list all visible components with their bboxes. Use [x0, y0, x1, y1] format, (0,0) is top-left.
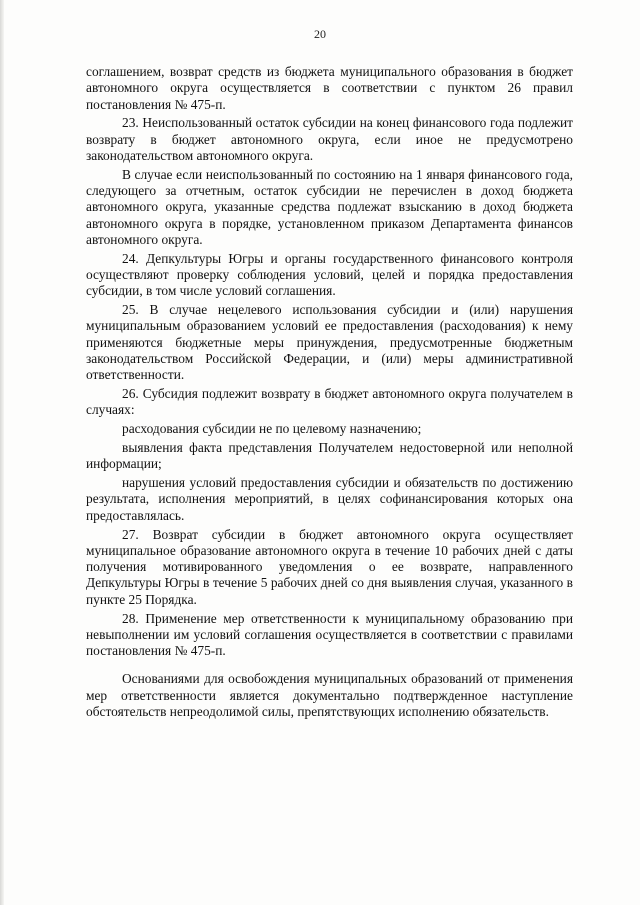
scan-edge-shadow	[0, 0, 4, 905]
paragraph-clause-28: 28. Применение мер ответственности к муниципальному образованию при невыполнении им условий соглашения осуществляется в соответствии с правилами постановления № 475-п.	[86, 610, 573, 659]
paragraph-continuation: соглашением, возврат средств из бюджета муниципального образования в бюджет автономного округа осуществляется в соответствии с пунктом 26 правил постановления № 475-п.	[86, 64, 573, 112]
list-item-case-3: нарушения условий предоставления субсидии и обязательств по достижению результата, исполнения мероприятий, в целях софинансирования которых она предоставлялась.	[86, 475, 573, 523]
list-item-case-1: расходования субсидии не по целевому назначению;	[122, 421, 422, 437]
paragraph-clause-25: 25. В случае нецелевого использования субсидии и (или) нарушения муниципальным образованием условий ее предоставления (расходования) к нему применяются бюджетные меры принуждения, предусмотренные бюджетным законодательством Российской Федерации, и (или) меры административной ответственности.	[86, 302, 573, 383]
paragraph-clause-23-detail: В случае если неиспользованный по состоянию на 1 января финансового года, следующего за отчетным, остаток субсидии не перечислен в доход бюджета автономного округа, указанные средства подлежат взысканию в доход бюджета автономного округа в порядке, установленном приказом Департамента финансов автономного округа.	[86, 166, 573, 247]
page-number: 20	[314, 27, 326, 41]
paragraph-clause-26: 26. Субсидия подлежит возврату в бюджет автономного округа получателем в случаях:	[86, 386, 573, 418]
list-item-case-2: выявления факта представления Получателем недостоверной или неполной информации;	[86, 440, 573, 472]
paragraph-clause-27: 27. Возврат субсидии в бюджет автономного округа осуществляет муниципальное образование автономного округа в течение 10 рабочих дней с даты получения мотивированного уведомления о ее возврате, направленного Депкультуры Югры в течение 5 рабочих дней со дня выявления случая, указанного в пункте 25 Порядка.	[86, 526, 573, 607]
paragraph-clause-24: 24. Депкультуры Югры и органы государственного финансового контроля осуществляют проверку соблюдения условий, целей и порядка предоставления субсидии, в том числе условий соглашения.	[86, 250, 573, 299]
paragraph-clause-23: 23. Неиспользованный остаток субсидии на конец финансового года подлежит возврату в бюджет автономного округа, если иное не предусмотрено законодательством автономного округа.	[86, 115, 573, 163]
document-body	[86, 64, 573, 723]
paragraph-exemption: Основаниями для освобождения муниципальных образований от применения мер ответственности является документально подтвержденное наступление обстоятельств непреодолимой силы, препятствующих исполнению обязательств.	[86, 671, 573, 719]
